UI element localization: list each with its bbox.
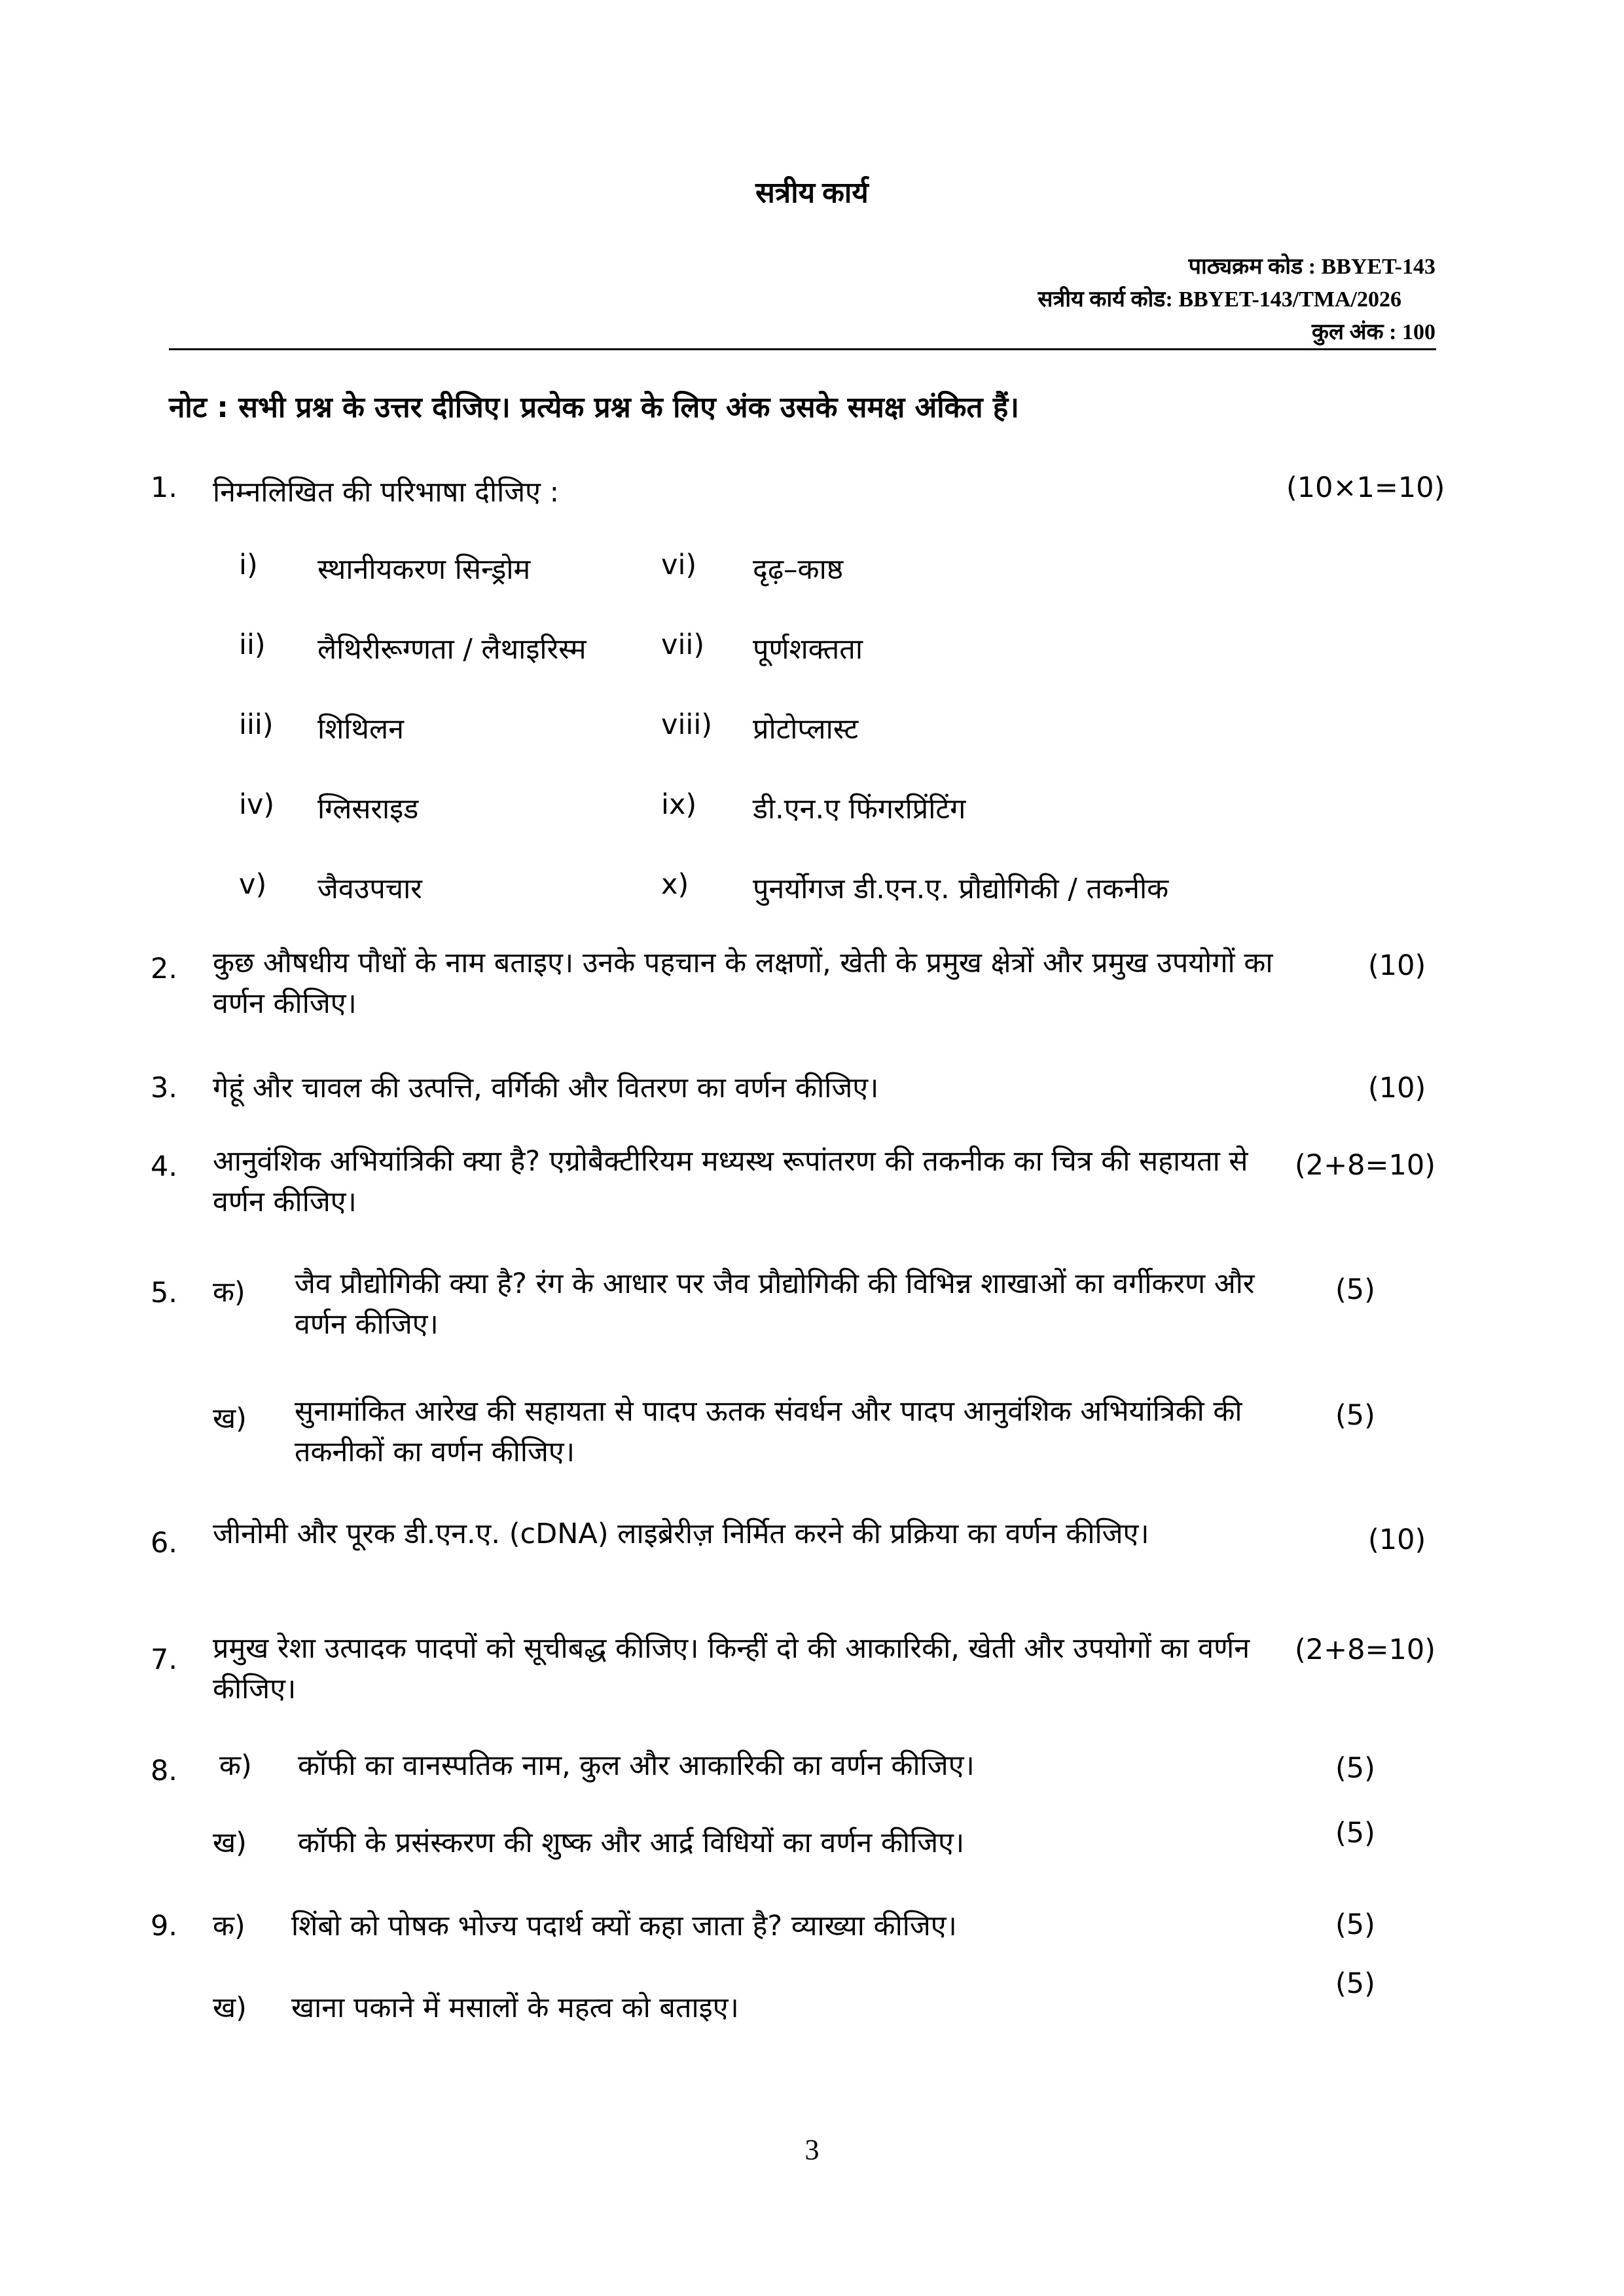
question-6-marks: (10) <box>1368 1523 1426 1556</box>
question-8b-text: कॉफी के प्रसंस्करण की शुष्क और आर्द्र विधियों का वर्णन कीजिए। <box>298 1827 965 1859</box>
question-5a-label: क) <box>213 1276 245 1309</box>
question-9a-text: शिंबो को पोषक भोज्य पदार्थ क्यों कहा जाता है? व्याख्या कीजिए। <box>291 1910 957 1942</box>
question-5-number: 5. <box>151 1277 178 1309</box>
question-1-text: निम्नलिखित की परिभाषा दीजिए : <box>213 476 560 509</box>
question-9a-label: क) <box>213 1910 245 1942</box>
definition-roman: iii) <box>239 708 274 741</box>
instruction-note: नोट : सभी प्रश्न के उत्तर दीजिए। प्रत्येक प्रश्न के लिए अंक उसके समक्ष अंकित हैं। <box>169 391 1019 424</box>
definition-term: शिथिलन <box>317 713 405 746</box>
definition-term: डी.एन.ए फिंगरप्रिंटिंग <box>753 793 966 826</box>
definition-roman: v) <box>239 868 267 901</box>
question-9b-label: ख) <box>213 1992 247 2024</box>
question-5a-marks: (5) <box>1335 1273 1375 1306</box>
definition-roman: viii) <box>661 708 713 741</box>
question-7-marks: (2+8=10) <box>1295 1633 1436 1666</box>
question-4-text: आनुवंशिक अभियांत्रिकी क्या है? एग्रोबैक्टीरियम मध्यस्थ रूपांतरण की तकनीक का चित्र की सहायता से वर्णन कीजिए। <box>213 1145 1248 1218</box>
question-5b-label: ख) <box>213 1402 247 1435</box>
question-3-marks: (10) <box>1368 1072 1426 1104</box>
definition-term: ग्लिसराइड <box>317 793 419 826</box>
question-2-text: कुछ औषधीय पौधों के नाम बताइए। उनके पहचान के लक्षणों, खेती के प्रमुख क्षेत्रों और प्रमुख उपयोगों का वर्णन कीजिए। <box>213 947 1273 1020</box>
question-4-marks: (2+8=10) <box>1295 1149 1436 1182</box>
definition-term: जैवउपचार <box>317 873 422 905</box>
definition-roman: x) <box>661 868 689 901</box>
question-5b-text: सुनामांकित आरेख की सहायता से पादप ऊतक संवर्धन और पादप आनुवंशिक अभियांत्रिकी की तकनीकों का वर्णन कीजिए। <box>295 1395 1242 1468</box>
definition-term: दृढ़–काष्ठ <box>753 553 844 586</box>
question-2-number: 2. <box>151 953 178 985</box>
definition-roman: vi) <box>661 549 697 581</box>
question-8b-marks: (5) <box>1335 1817 1375 1850</box>
question-5a-text: जैव प्रौद्योगिकी क्या है? रंग के आधार पर जैव प्रौद्योगिकी की विभिन्न शाखाओं का वर्गीकरण और वर्णन कीजिए। <box>295 1267 1255 1341</box>
question-9-number: 9. <box>151 1910 178 1942</box>
total-marks: कुल अंक : 100 <box>1311 320 1435 344</box>
question-8a-marks: (5) <box>1335 1752 1375 1785</box>
definition-term: लैथिरीरूग्णता / लैथाइरिस्म <box>317 633 586 666</box>
question-9b-text: खाना पकाने में मसालों के महत्व को बताइए। <box>291 1992 739 2024</box>
question-9b-marks: (5) <box>1335 1967 1375 2000</box>
question-8-number: 8. <box>151 1755 178 1787</box>
header-divider <box>169 348 1436 350</box>
question-9a-marks: (5) <box>1335 1908 1375 1941</box>
question-1-number: 1. <box>151 471 178 504</box>
definition-roman: iv) <box>239 788 275 821</box>
definition-roman: ix) <box>661 788 697 821</box>
definition-term: प्रोटोप्लास्ट <box>753 713 859 746</box>
page-title: सत्रीय कार्य <box>755 177 869 209</box>
question-6-text: जीनोमी और पूरक डी.एन.ए. (cDNA) लाइब्रेरीज़ निर्मित करने की प्रक्रिया का वर्णन कीजिए। <box>213 1518 1149 1550</box>
definition-roman: ii) <box>239 629 266 661</box>
question-3-text: गेहूं और चावल की उत्पत्ति, वर्गिकी और वितरण का वर्णन कीजिए। <box>213 1072 879 1104</box>
question-7-text: प्रमुख रेशा उत्पादक पादपों को सूचीबद्ध कीजिए। किन्हीं दो की आकारिकी, खेती और उपयोगों का वर्णन कीजिए। <box>213 1632 1250 1705</box>
assignment-code: सत्रीय कार्य कोड: BBYET-143/TMA/2026 <box>1038 287 1401 312</box>
question-5b-marks: (5) <box>1335 1399 1375 1432</box>
page-number: 3 <box>804 2134 820 2166</box>
question-8a-text: कॉफी का वानस्पतिक नाम, कुल और आकारिकी का वर्णन कीजिए। <box>298 1749 975 1782</box>
question-3-number: 3. <box>151 1072 178 1104</box>
course-code: पाठ्यक्रम कोड : BBYET-143 <box>1188 255 1435 279</box>
definition-term: स्थानीयकरण सिन्ड्रोम <box>317 553 531 586</box>
question-4-number: 4. <box>151 1150 178 1183</box>
question-8a-label: क) <box>219 1749 252 1782</box>
definition-roman: vii) <box>661 629 705 661</box>
question-7-number: 7. <box>151 1643 178 1676</box>
definition-term: पूर्णशक्तता <box>753 633 863 666</box>
question-6-number: 6. <box>151 1527 178 1559</box>
definition-term: पुनर्योगज डी.एन.ए. प्रौद्योगिकी / तकनीक <box>753 873 1169 905</box>
definition-roman: i) <box>239 549 258 581</box>
question-2-marks: (10) <box>1368 949 1426 982</box>
question-1-marks: (10×1=10) <box>1286 471 1445 504</box>
question-8b-label: ख) <box>213 1827 247 1859</box>
